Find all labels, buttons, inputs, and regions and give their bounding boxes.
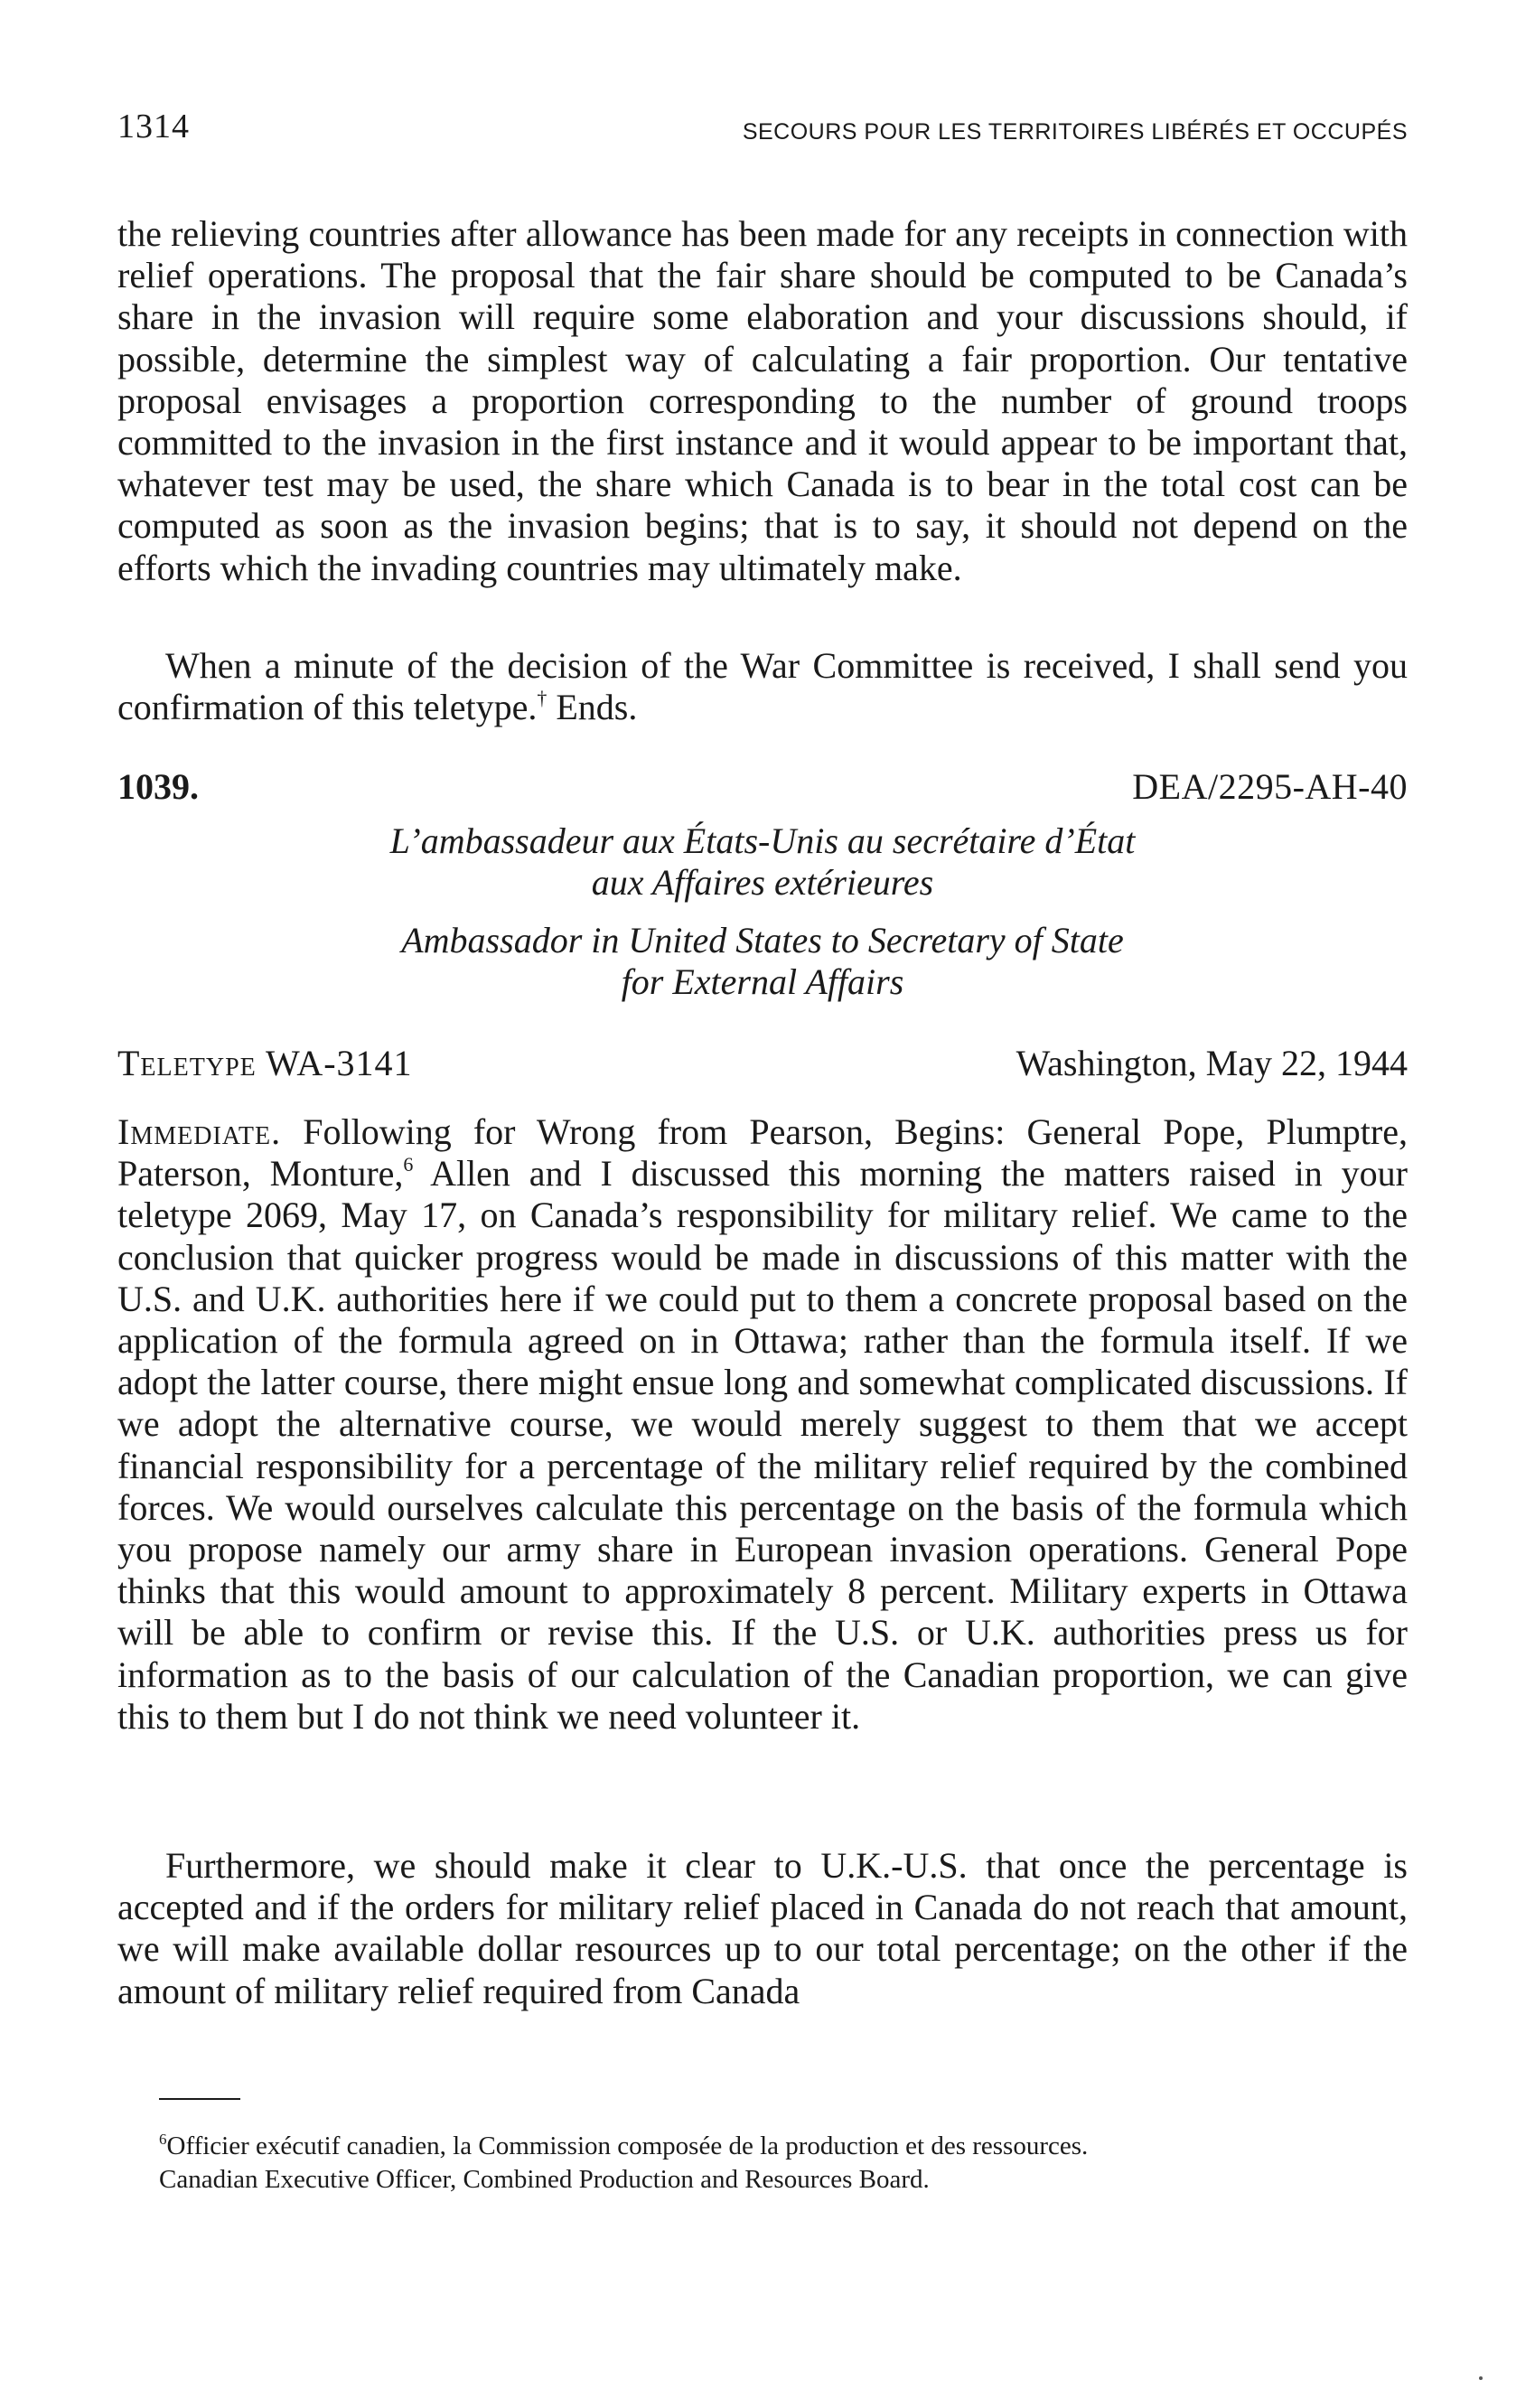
file-reference: DEA/2295-AH-40 bbox=[1132, 766, 1408, 807]
running-header bbox=[117, 107, 1408, 150]
scan-speck bbox=[1479, 2376, 1483, 2380]
continuation-paragraph: the relieving countries after allowance has been made for any receipts in connection with relief operations. The proposal that the fair share should be computed to be Canada’s share in the invasion will require some elaboration and your discussions should, if possible, determine the simplest way of calculating a fair proportion. Our tentative proposal envisages a proportion corresponding to the number of ground troops committed to the invasion in the first instance and it would appear to be important that, whatever test may be used, the share which Canada is to bear in the total cost can be computed as soon as the invasion begins; that is to say, it should not depend on the efforts which the invading countries may ultimately make. bbox=[117, 213, 1408, 588]
dagger-mark: † bbox=[537, 687, 548, 710]
document-number: 1039. bbox=[117, 766, 199, 807]
teletype-identifier: Teletype WA-3141 bbox=[117, 1043, 413, 1083]
heading-english bbox=[117, 920, 1408, 1003]
heading-english-line-2: for External Affairs bbox=[621, 961, 904, 1002]
message-text-part-2: Allen and I discussed this morning the matters raised in your teletype 2069, May 17, on Canada’s responsibility for military relief. We came to the conclusion that quicker progress would be made in discussions of this matter with the U.S. and U.K. authorities here if we could put to them a concrete proposal based on the application of the formula agreed on in Ottawa; rather than the formula itself. If we adopt the latter course, there might ensue long and somewhat complicated discussions. If we adopt the alternative course, we would merely suggest to them that we accept financial responsibility for a percentage of the military relief required by the combined forces. We would ourselves calculate this percentage on the basis of the formula which you propose namely our army share in European invasion operations. General Pope thinks that this would amount to approximately 8 percent. Military experts in Ottawa will be able to confirm or revise this. If the U.S. or U.K. authorities press us for information as to the basis of our calculation of the Canadian proportion, we can give this to them but I do not think we need volunteer it. bbox=[117, 1153, 1408, 1737]
footnote-english: Canadian Executive Officer, Combined Production and Resources Board. bbox=[159, 2165, 930, 2194]
footnote-french bbox=[159, 2130, 1334, 2162]
heading-french-line-2: aux Affaires extérieures bbox=[591, 862, 934, 903]
closing-ends: Ends. bbox=[547, 687, 638, 728]
footnote-reference: 6 bbox=[403, 1153, 414, 1176]
footnote-divider bbox=[159, 2098, 240, 2100]
place-and-date: Washington, May 22, 1944 bbox=[1016, 1043, 1408, 1083]
page-number: 1314 bbox=[117, 108, 190, 145]
priority-label: Immediate. bbox=[117, 1111, 282, 1152]
running-title: SECOURS POUR LES TERRITOIRES LIBÉRÉS ET OCCUPÉS bbox=[742, 119, 1408, 145]
footnote-mark: 6 bbox=[159, 2131, 167, 2148]
message-text-part-1: Following for Wrong from Pearson, Begins: General Pope, Plumptre, Paterson, Monture, bbox=[117, 1111, 1408, 1195]
closing-paragraph bbox=[117, 645, 1408, 728]
footnote-french-text: Officier exécutif canadien, la Commission composée de la production et des ressources. bbox=[166, 2132, 1089, 2160]
closing-text: When a minute of the decision of the War Committee is received, I shall send you confirmation of this teletype. bbox=[117, 645, 1408, 728]
heading-french-line-1: L’ambassadeur aux États-Unis au secrétaire d’État bbox=[389, 820, 1136, 861]
heading-english-line-1: Ambassador in United States to Secretary of State bbox=[401, 920, 1124, 960]
heading-french bbox=[117, 820, 1408, 904]
furthermore-paragraph: Furthermore, we should make it clear to U.K.-U.S. that once the percentage is accepted and if the orders for military relief placed in Canada do not reach that amount, we will make available dollar resources up to our total percentage; on the other if the amount of military relief required from Canada bbox=[117, 1845, 1408, 2011]
message-paragraph bbox=[117, 1111, 1408, 1738]
